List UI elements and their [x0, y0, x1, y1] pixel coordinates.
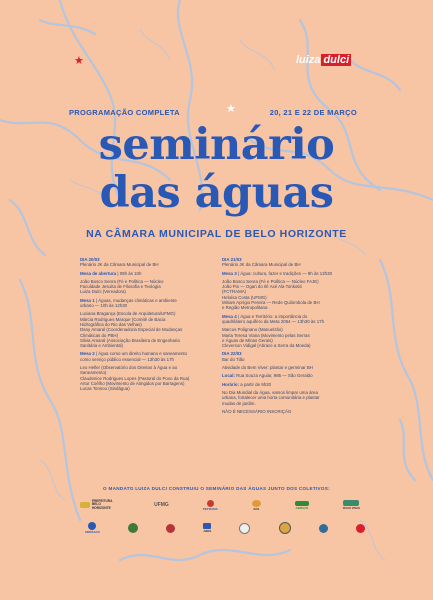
- schedule-heading: Mesa de abertura | 09h às 10h: [80, 270, 142, 276]
- partner-logo-3: PETRAMA: [203, 500, 218, 511]
- event-dates: 20, 21 E 22 DE MARÇO: [269, 108, 357, 117]
- schedule-block: [222, 271, 364, 276]
- mandato-statement: O MANDATO LUIZA DULCI CONSTRUIU O SEMINÁRIO DAS ÁGUAS JUNTO DOS COLETIVOS:: [103, 486, 330, 491]
- partner-logos-row-2: [85, 521, 365, 535]
- partner-logo-9: [166, 524, 175, 533]
- schedule-heading: DIA 21/03: [222, 257, 242, 262]
- schedule-line: João Bosco Senra (Fé e Política — Núcleo FAJE): [222, 278, 319, 284]
- schedule-line: mudas de jardim.: [222, 400, 256, 406]
- schedule-line: NÃO É NECESSÁRIO INSCRIÇÃO: [222, 408, 292, 414]
- partner-logo-2: UFMG: [154, 502, 169, 508]
- partner-logo-6: RUAS VIVAS: [343, 500, 360, 510]
- programacao-label: PROGRAMAÇÃO COMPLETA: [69, 108, 180, 117]
- schedule-line: Márcia Rodrigues Marque (Comitê de Bacia: [80, 316, 166, 322]
- partner-logo-14: [356, 524, 365, 533]
- partner-logos-row-1: [80, 498, 360, 512]
- schedule-heading: Local: Rua Souza Aguiar, 985 — São Geraldo: [222, 373, 313, 379]
- schedule-block: [80, 257, 218, 268]
- partner-logo-8: [128, 523, 138, 533]
- schedule-block: [222, 257, 364, 268]
- schedule-heading: Mesa 2 | Água como um direito humano e saneamento: [80, 351, 188, 357]
- logo-dulci-text: dulci: [323, 54, 350, 66]
- title-line-2: das águas: [99, 168, 334, 218]
- luiza-dulci-logo: [296, 54, 351, 66]
- schedule-line: Climáticas do PBH): [80, 332, 119, 338]
- schedule-line: No Dia Mundial da Água, vamos limpar uma área: [222, 389, 318, 395]
- schedule-left-column: [80, 257, 218, 395]
- schedule-line: Plenário JK da Câmara Municipal de BH: [222, 262, 301, 268]
- partner-logo-1: PREFEITURA BELO HORIZONTE: [80, 500, 120, 511]
- schedule-line: Plenário JK da Câmara Municipal de BH: [80, 262, 159, 268]
- partner-logo-4: SOS: [252, 500, 261, 511]
- schedule-block: [80, 351, 218, 362]
- schedule-line: Atividade do Bem Viver: plantar e germinar BH: [222, 365, 313, 371]
- schedule-line: Faculdade Jesuíta de Filosofia e Teologia: [80, 284, 161, 290]
- schedule-block: [222, 409, 364, 414]
- schedule-line: quadrilátero aquífero da Meta 2054 — 13h30 às 17h: [222, 318, 325, 324]
- schedule-heading: Mesa 1 | Águas, mudanças climáticas e ambiente: [80, 297, 177, 303]
- partner-logo-11: [239, 523, 250, 534]
- schedule-block: [222, 327, 364, 348]
- schedule-block: [222, 314, 364, 325]
- schedule-line: Dany Amaral (Coordenadoria Especial de Mudanças: [80, 327, 183, 333]
- schedule-block: [222, 390, 364, 406]
- schedule-block: [222, 351, 364, 362]
- schedule-line: e Região Metropolitana: [222, 305, 268, 311]
- schedule-block: [222, 373, 364, 378]
- schedule-block: [222, 279, 364, 311]
- red-star-icon: ★: [74, 55, 84, 67]
- schedule-line: Miriam Aprígio Pereira — Rede Quilombola de BH: [222, 300, 320, 306]
- schedule-block: [80, 271, 218, 276]
- schedule-line: Heloísa Costa (UFMG): [222, 294, 267, 300]
- schedule-block: [80, 365, 218, 391]
- schedule-line: (FCTRAMA): [222, 289, 247, 295]
- schedule-right-column: [222, 257, 364, 417]
- schedule-line: Maria Teresa Viana (Movimento pelas Serras: [222, 332, 310, 338]
- schedule-line: Luiza Dulci (Vereadora): [80, 289, 126, 295]
- logo-luiza-text: luiza: [296, 54, 321, 66]
- schedule-block: [222, 382, 364, 387]
- schedule-heading: DIA 22/03: [222, 351, 242, 357]
- schedule-line: Cleverson Vidigal (Abrace a Serra da Moeda): [222, 343, 311, 349]
- partner-logo-13: [319, 524, 328, 533]
- subtitle: NA CÂMARA MUNICIPAL DE BELO HORIZONTE: [86, 228, 347, 240]
- schedule-line: Sanitária e Ambiental): [80, 343, 123, 349]
- schedule-line: Claudenice Rodrigues Lopes (Pastoral do Povo da Rua): [80, 375, 190, 381]
- title-line-1: seminário: [98, 120, 335, 170]
- partner-logo-12: [279, 522, 291, 534]
- schedule-block: [80, 279, 218, 295]
- schedule-line: e Águas de Minas Gerais): [222, 337, 273, 343]
- schedule-line: João Pio — Ogan do Ilê Axé Ala Tonkotiti: [222, 284, 302, 290]
- schedule-line: Lucas Tonsoo (Sindágua): [80, 386, 130, 392]
- schedule-block: [222, 365, 364, 370]
- white-star-icon: ★: [226, 103, 236, 115]
- schedule-heading: DIA 20/03: [80, 257, 100, 262]
- schedule-line: Luciana Bragança (Escola de Arquitetura/UFMG): [80, 311, 176, 317]
- schedule-line: Artur Coêlho (Movimento de Atingidos por Barragens): [80, 380, 185, 386]
- schedule-line: Marcus Polignano (Manuelzão): [222, 327, 283, 333]
- partner-logo-10: ABES: [203, 523, 211, 533]
- schedule-heading: Horário: a partir de 9h30: [222, 381, 272, 387]
- schedule-line: Hidrográfica do Rio das Velhas): [80, 321, 142, 327]
- schedule-line: urbano — 10h às 12h30: [80, 303, 128, 309]
- schedule-line: Saneamento): [80, 370, 107, 376]
- schedule-line: Bar do Tião: [222, 356, 245, 362]
- partner-logo-7: SINDÁGUA: [85, 522, 100, 534]
- schedule-line: João Bosco Senra (Fé e Política — Núcleo: [80, 278, 164, 284]
- schedule-block: [80, 311, 218, 348]
- schedule-line: urbana, fortalecer uma horta comunitária e plantar: [222, 395, 320, 401]
- schedule-line: como serviço público essencial — 13h30 às 17h: [80, 356, 174, 362]
- schedule-line: Silvia Amaral (Associação Brasileira de Engenharia: [80, 337, 180, 343]
- schedule-block: [80, 298, 218, 309]
- schedule-heading: Mesa 4 | Água e Território: a importância do: [222, 313, 308, 319]
- schedule-line: Leo Heller (Observatório dos Direitos à Água e ao: [80, 365, 178, 371]
- partner-logo-5: ABRACE: [295, 501, 309, 510]
- schedule-heading: Mesa 3 | Água: cultura, fazer e tradições — 9h às 12h30: [222, 270, 333, 276]
